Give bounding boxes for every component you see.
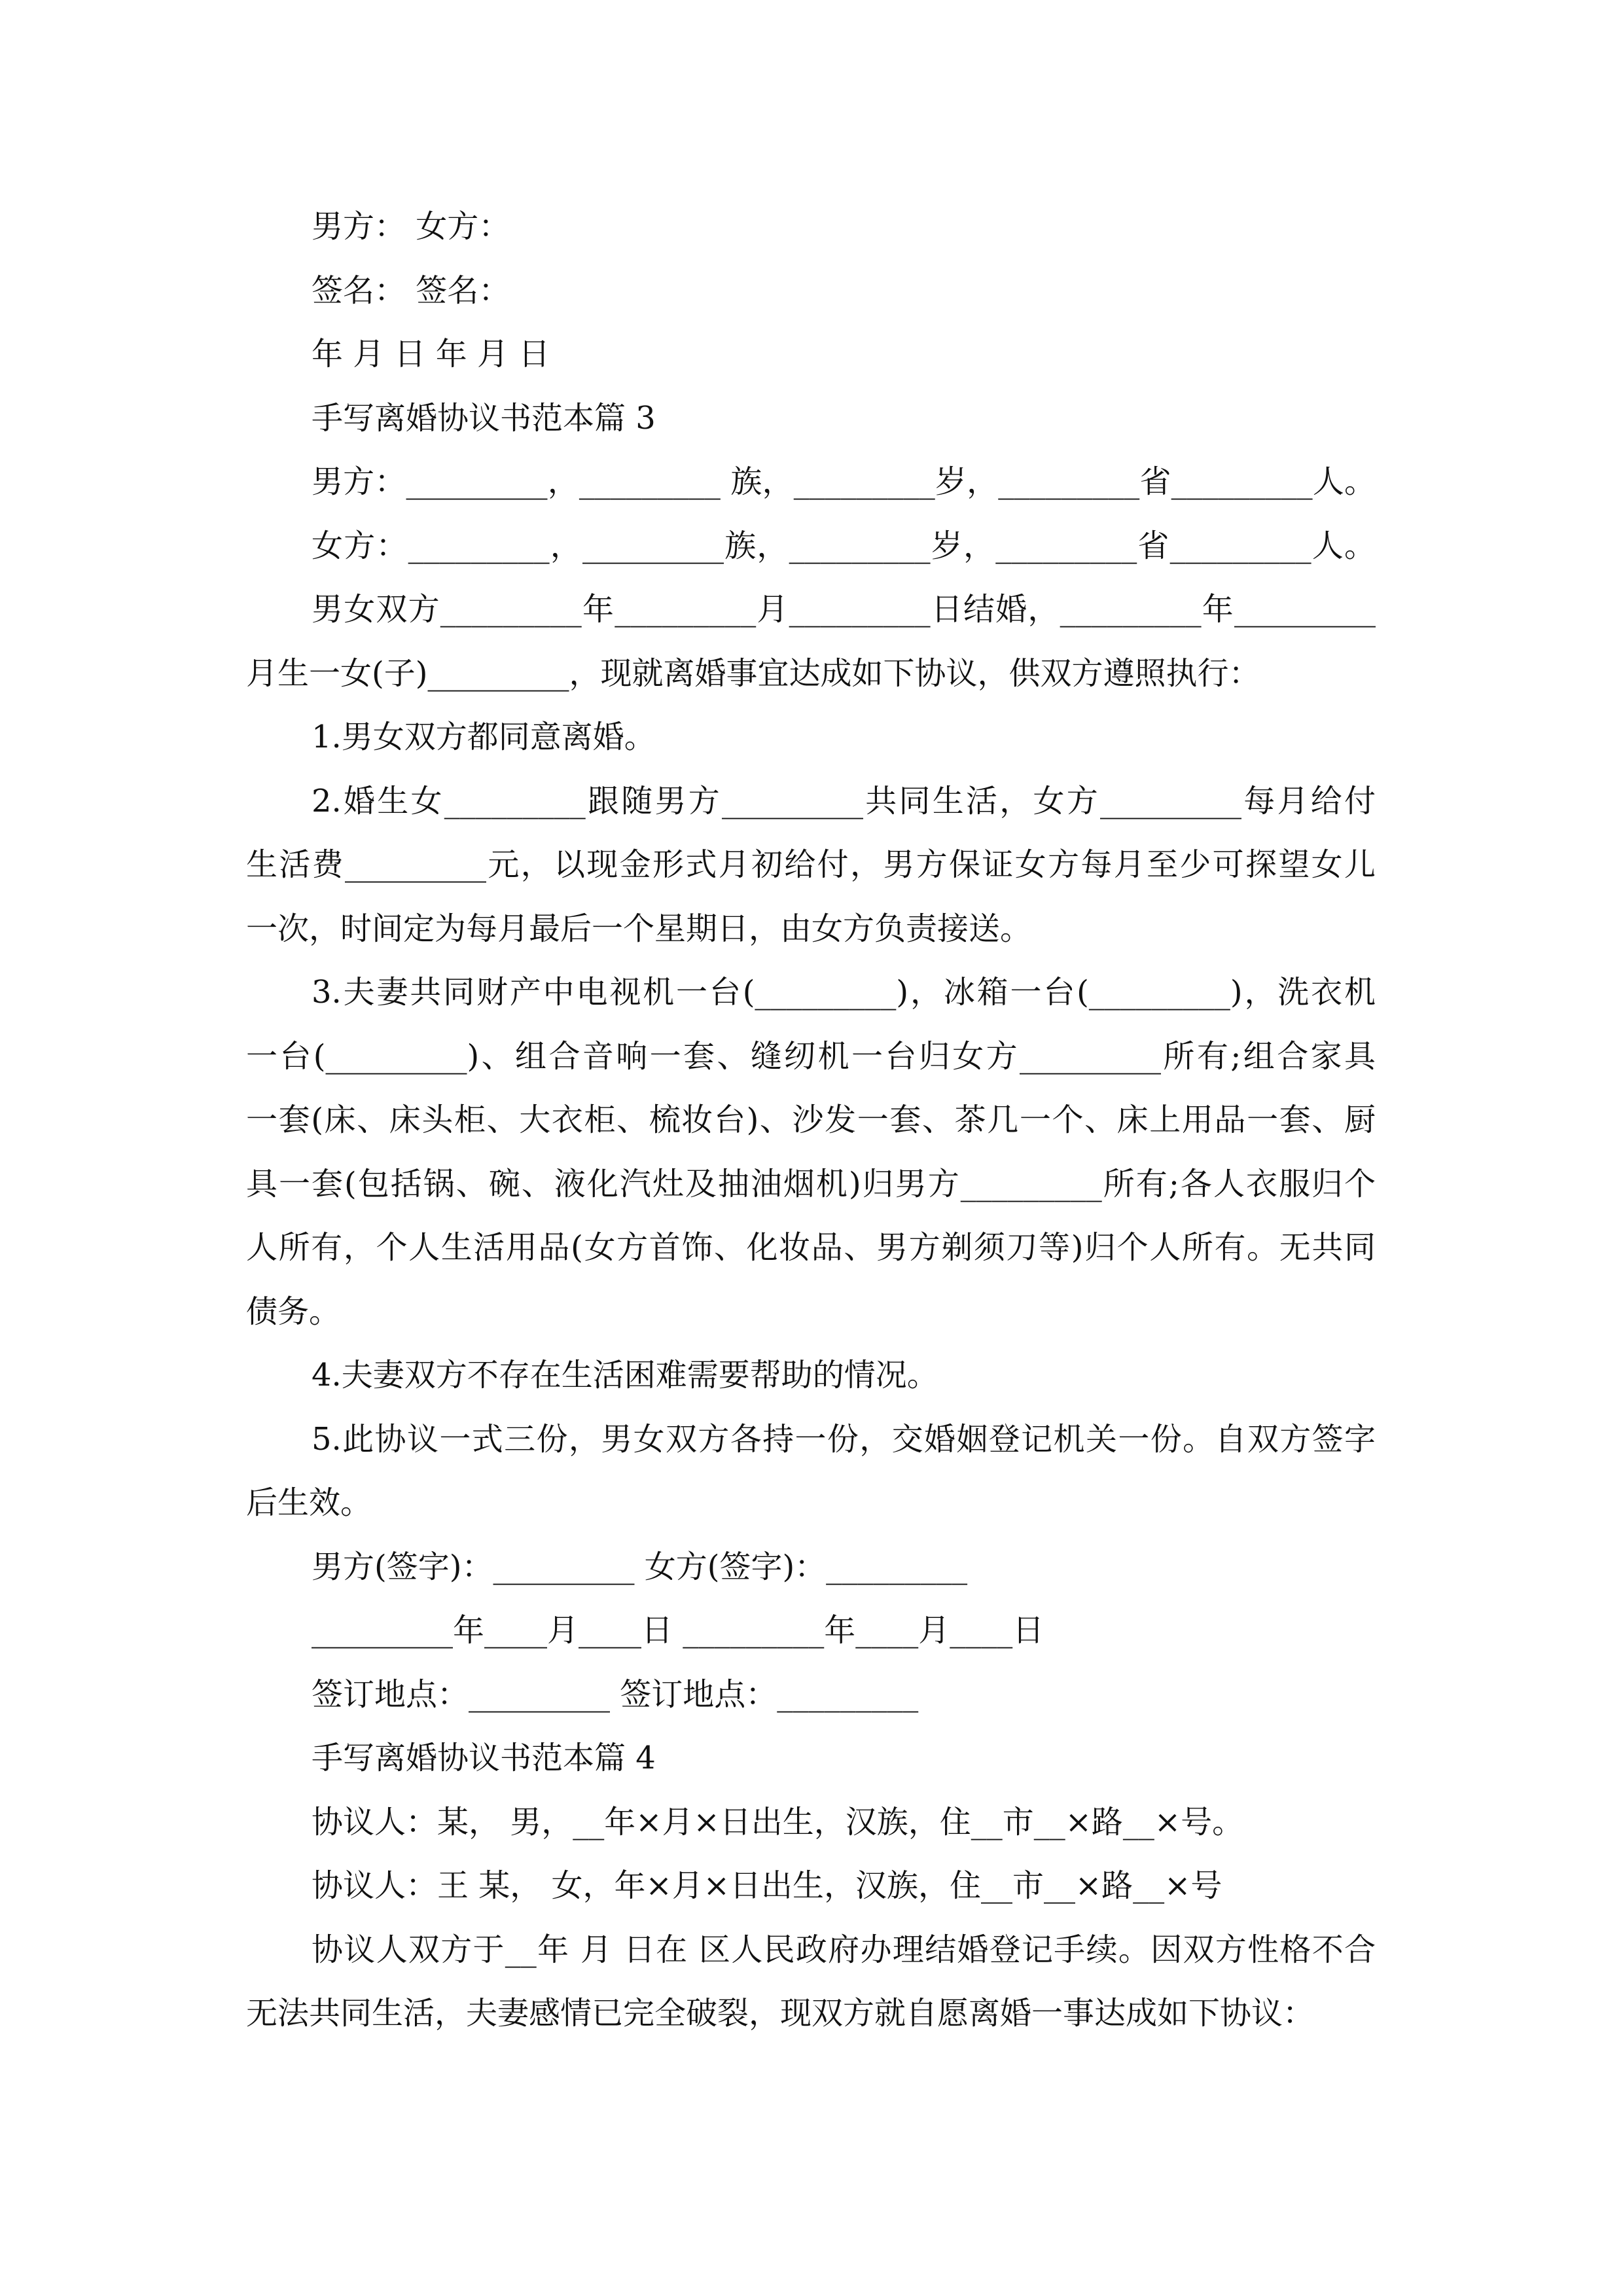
signature-dates-line: 年 月 日 年 月 日 <box>312 336 550 372</box>
clause-3-cont: 人所有，个人生活用品(女方首饰、化妆品、男方剃须刀等)归个人所有。无共同 <box>246 1229 1376 1266</box>
clause-5: 5.此协议一式三份，男女双方各持一份，交婚姻登记机关一份。自双方签字 <box>312 1420 1376 1458</box>
clause-3-cont: 一套(床、床头柜、大衣柜、梳妆台)、沙发一套、茶几一个、床上用品一套、厨 <box>246 1102 1376 1138</box>
preamble-line: 协议人双方于__年 月 日在 区人民政府办理结婚登记手续。因双方性格不合 <box>312 1931 1376 1968</box>
clause-5-cont: 后生效。 <box>246 1484 372 1521</box>
signature-parties-line: 男方： 女方： <box>312 208 510 245</box>
signature-fields: 男方(签字)：_________ 女方(签字)：_________ <box>312 1548 968 1585</box>
clause-3: 3.夫妻共同财产中电视机一台(_________)，冰箱一台(_________)，洗衣机 <box>312 974 1376 1011</box>
clause-2-cont: 生活费_________元，以现金形式月初给付，男方保证女方每月至少可探望女儿 <box>246 846 1376 883</box>
party-2-info: 协议人：王 某， 女，年×月×日出生，汉族，住__市__×路__×号 <box>312 1867 1222 1904</box>
preamble-line: 无法共同生活，夫妻感情已完全破裂，现双方就自愿离婚一事达成如下协议： <box>246 1995 1315 2032</box>
document-page <box>246 195 1376 2046</box>
paragraph-line: 月生一女(子)_________，现就离婚事宜达成如下协议，供双方遵照执行： <box>246 655 1260 692</box>
female-party-info: 女方：_________，_________族，_________岁，_________省_________人。 <box>312 527 1376 564</box>
clause-3-cont: 具一套(包括锅、碗、液化汽灶及抽油烟机)归男方_________所有;各人衣服归个 <box>246 1165 1376 1202</box>
date-fields: _________年____月____日 _________年____月____日 <box>312 1612 1044 1649</box>
clause-3-cont: 一台(_________)、组合音响一套、缝纫机一台归女方_________所有;组合家具 <box>246 1037 1376 1075</box>
clause-2-cont: 一次，时间定为每月最后一个星期日，由女方负责接送。 <box>246 910 1032 947</box>
clause-4: 4.夫妻双方不存在生活困难需要帮助的情况。 <box>312 1357 938 1393</box>
male-party-info: 男方：_________，_________ 族，_________岁，_________省_________人。 <box>312 463 1376 500</box>
location-fields: 签订地点：_________ 签订地点：_________ <box>312 1676 919 1713</box>
paragraph-line: 男女双方_________年_________月_________日结婚，_________年_________ <box>312 591 1376 628</box>
clause-2: 2.婚生女_________跟随男方_________共同生活，女方_________每月给付 <box>312 782 1376 819</box>
clause-1: 1.男女双方都同意离婚。 <box>312 719 656 755</box>
section-heading-3: 手写离婚协议书范本篇 3 <box>312 399 656 437</box>
clause-3-cont: 债务。 <box>246 1293 341 1330</box>
signature-names-line: 签名： 签名： <box>312 272 510 309</box>
section-heading-4: 手写离婚协议书范本篇 4 <box>312 1740 656 1776</box>
party-1-info: 协议人：某， 男，__年×月×日出生，汉族，住__市__×路__×号。 <box>312 1803 1244 1840</box>
